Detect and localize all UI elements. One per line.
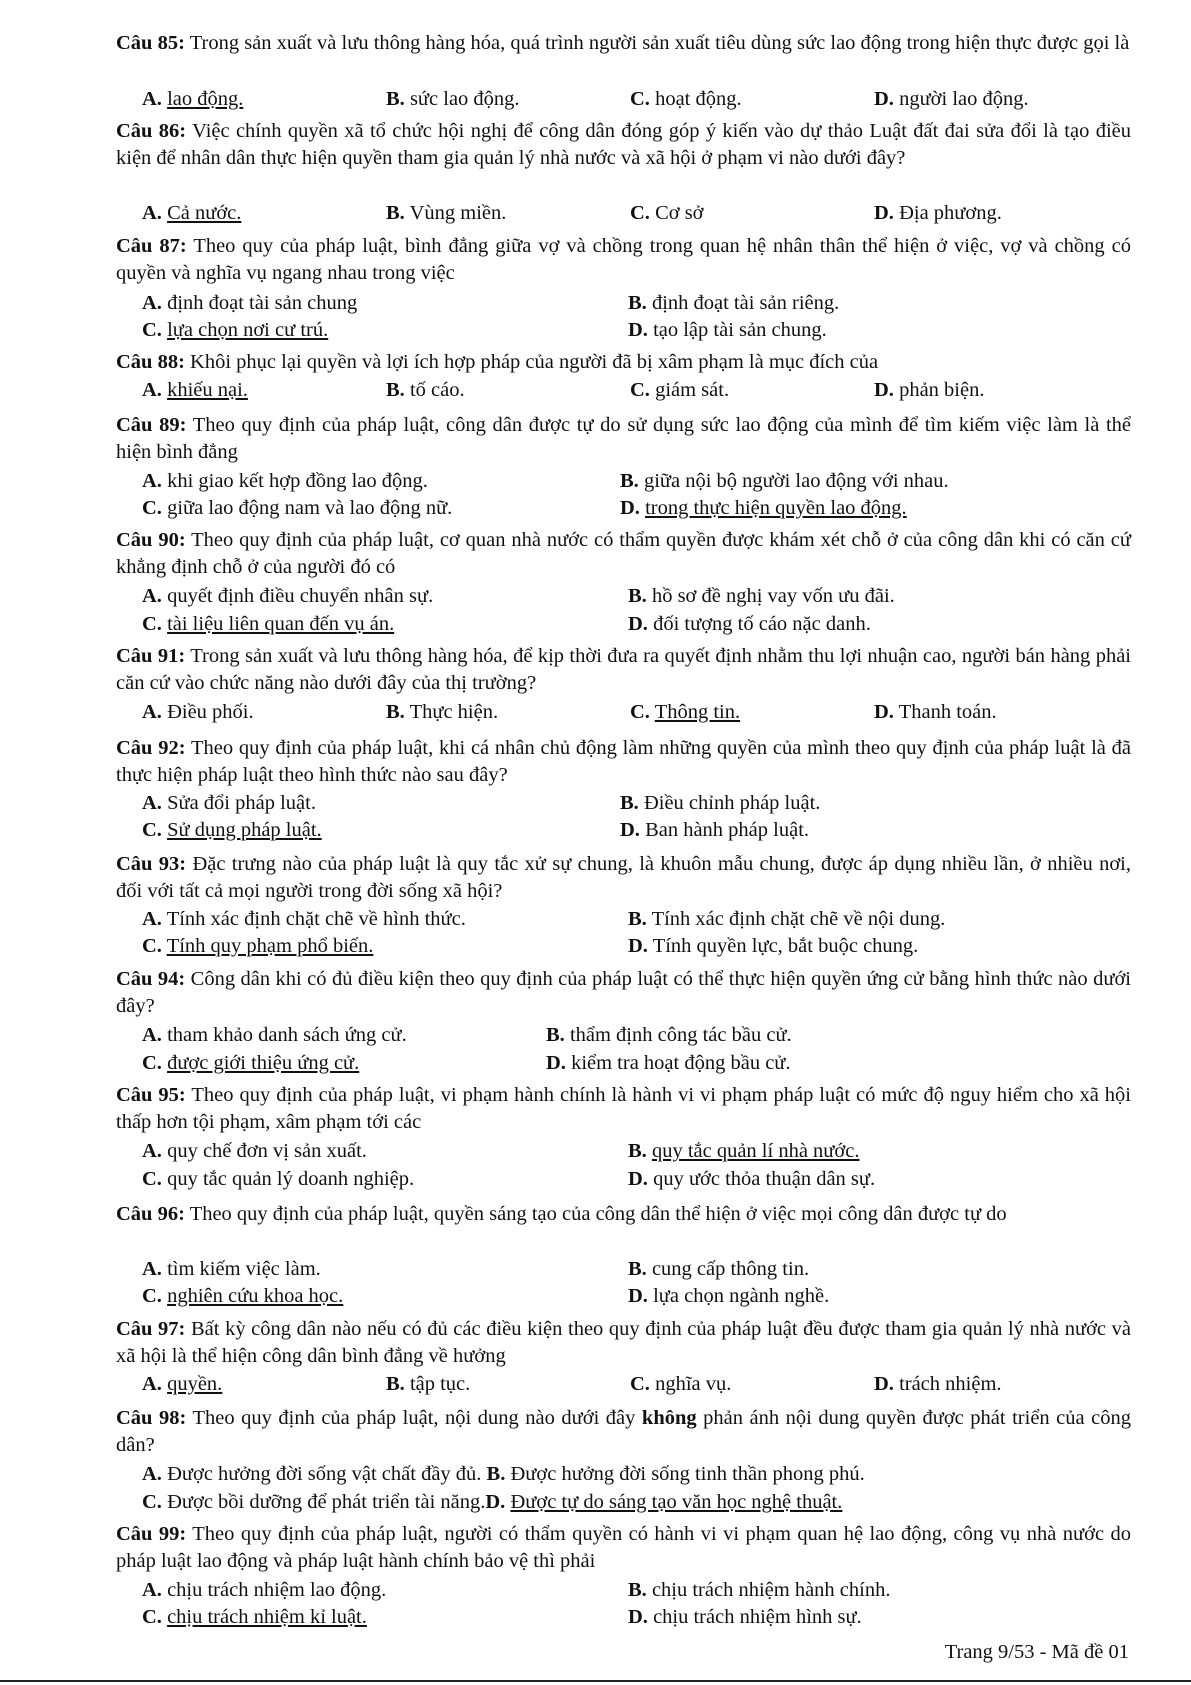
question-number: Câu 86: <box>116 120 187 142</box>
option-87-d: D. tạo lập tài sản chung. <box>628 319 827 341</box>
option-96-b: B. cung cấp thông tin. <box>628 1258 810 1280</box>
question-emphasis: không <box>641 1407 697 1429</box>
question-text: Theo quy định của pháp luật, người có thẩm quyền có hành vi vi phạm quan hệ lao động, công vụ nhà nước do pháp luật lao động và pháp luật hành chính bảo vệ thì phải <box>116 1523 1131 1572</box>
option-92-a: A. Sửa đổi pháp luật. <box>142 792 316 814</box>
question-text: Theo quy định của pháp luật, cơ quan nhà nước có thẩm quyền được khám xét chỗ ở của công dân khi có căn cứ khẳng định chỗ ở của người đó có <box>116 529 1131 578</box>
option-86-d: D. Địa phương. <box>874 202 1002 224</box>
question-99 <box>116 1521 1131 1575</box>
option-93-c: C. Tính quy phạm phổ biến. <box>142 935 374 957</box>
question-number: Câu 92: <box>116 737 186 759</box>
option-91-c: C. Thông tin. <box>630 701 741 723</box>
option-97-d: D. trách nhiệm. <box>874 1373 1002 1395</box>
option-96-d: D. lựa chọn ngành nghề. <box>628 1285 830 1307</box>
option-95-c: C. quy tắc quản lý doanh nghiệp. <box>142 1168 415 1190</box>
question-text: Công dân khi có đủ điều kiện theo quy định của pháp luật có thể thực hiện quyền ứng cử bằng hình thức nào dưới đây? <box>116 968 1131 1017</box>
question-number: Câu 98: <box>116 1407 187 1429</box>
option-99-a: A. chịu trách nhiệm lao động. <box>142 1579 387 1601</box>
question-text: Trong sản xuất và lưu thông hàng hóa, để kịp thời đưa ra quyết định nhằm thu lợi nhuận cao, người bán hàng phải căn cứ vào chức năng nào dưới đây của thị trường? <box>116 645 1131 694</box>
option-93-a: A. Tính xác định chặt chẽ về hình thức. <box>142 908 466 930</box>
option-97-b: B. tập tục. <box>386 1373 471 1395</box>
option-91-b: B. Thực hiện. <box>386 701 499 723</box>
question-number: Câu 90: <box>116 529 186 551</box>
option-92-d: D. Ban hành pháp luật. <box>620 819 810 841</box>
question-number: Câu 93: <box>116 853 187 875</box>
option-95-a: A. quy chế đơn vị sản xuất. <box>142 1140 367 1162</box>
question-number: Câu 87: <box>116 235 187 257</box>
page-footer: Trang 9/53 - Mã đề 01 <box>944 1641 1129 1663</box>
option-89-a: A. khi giao kết hợp đồng lao động. <box>142 470 428 492</box>
question-number: Câu 99: <box>116 1523 187 1545</box>
option-94-c: C. được giới thiệu ứng cử. <box>142 1052 360 1074</box>
question-95 <box>116 1082 1131 1136</box>
option-90-c: C. tài liệu liên quan đến vụ án. <box>142 613 395 635</box>
question-text: Theo quy định của pháp luật, khi cá nhân chủ động làm những quyền của mình theo quy định của pháp luật là đã thực hiện pháp luật theo hình thức nào sau đây? <box>116 737 1131 786</box>
option-99-d: D. chịu trách nhiệm hình sự. <box>628 1606 862 1628</box>
option-97-a: A. quyền. <box>142 1373 223 1395</box>
question-88 <box>116 349 1131 376</box>
question-text-end: phản ánh nội dung quyền được phát triển của công dân? <box>116 1407 1131 1456</box>
option-85-a: A. lao động. <box>142 88 244 110</box>
question-94 <box>116 966 1131 1020</box>
question-number: Câu 85: <box>116 32 185 54</box>
question-98 <box>116 1405 1131 1459</box>
question-number: Câu 96: <box>116 1203 185 1225</box>
option-88-c: C. giám sát. <box>630 379 730 401</box>
option-97-c: C. nghĩa vụ. <box>630 1373 732 1395</box>
question-number: Câu 91: <box>116 645 186 667</box>
option-85-b: B. sức lao động. <box>386 88 520 110</box>
option-89-b: B. giữa nội bộ người lao động với nhau. <box>620 470 949 492</box>
option-92-c: C. Sử dụng pháp luật. <box>142 819 322 841</box>
option-98-ab-line: A. Được hưởng đời sống vật chất đầy đủ. B. Được hưởng đời sống tinh thần phong phú. <box>142 1463 865 1485</box>
option-93-b: B. Tính xác định chặt chẽ về nội dung. <box>628 908 946 930</box>
option-86-b: B. Vùng miền. <box>386 202 507 224</box>
option-91-d: D. Thanh toán. <box>874 701 997 723</box>
question-87 <box>116 233 1131 287</box>
question-number: Câu 95: <box>116 1084 186 1106</box>
question-86 <box>116 118 1131 172</box>
option-94-b: B. thẩm định công tác bầu cử. <box>546 1024 792 1046</box>
question-number: Câu 89: <box>116 414 187 436</box>
option-94-d: D. kiểm tra hoạt động bầu cử. <box>546 1052 791 1074</box>
option-87-b: B. định đoạt tài sản riêng. <box>628 292 840 314</box>
option-88-a: A. khiếu nại. <box>142 379 248 401</box>
option-99-c: C. chịu trách nhiệm kỉ luật. <box>142 1606 367 1628</box>
option-85-c: C. hoạt động. <box>630 88 742 110</box>
option-85-d: D. người lao động. <box>874 88 1029 110</box>
option-90-d: D. đối tượng tố cáo nặc danh. <box>628 613 871 635</box>
question-text: Theo quy định của pháp luật, công dân được tự do sử dụng sức lao động của mình để tìm kiếm việc làm là thể hiện bình đẳng <box>116 414 1131 463</box>
option-91-a: A. Điều phối. <box>142 701 254 723</box>
question-89 <box>116 412 1131 466</box>
option-88-d: D. phản biện. <box>874 379 985 401</box>
option-88-b: B. tố cáo. <box>386 379 465 401</box>
option-93-d: D. Tính quyền lực, bắt buộc chung. <box>628 935 919 957</box>
question-text: Theo quy định của pháp luật, quyền sáng tạo của công dân thể hiện ở việc mọi công dân được tự do <box>189 1203 1007 1225</box>
option-95-b: B. quy tắc quản lí nhà nước. <box>628 1140 860 1162</box>
question-97 <box>116 1316 1131 1370</box>
question-text: Trong sản xuất và lưu thông hàng hóa, quá trình người sản xuất tiêu dùng sức lao động trong hiện thực được gọi là <box>189 32 1130 54</box>
question-text: Việc chính quyền xã tổ chức hội nghị để công dân đóng góp ý kiến vào dự thảo Luật đất đai sửa đổi là tạo điều kiện để nhân dân thực hiện quyền tham gia quản lý nhà nước và xã hội ở phạm vi nào dưới đây? <box>116 120 1131 169</box>
question-text: Đặc trưng nào của pháp luật là quy tắc xử sự chung, là khuôn mẫu chung, được áp dụng nhiều lần, ở nhiều nơi, đối với tất cả mọi người trong đời sống xã hội? <box>116 853 1131 902</box>
question-text: Theo quy của pháp luật, bình đẳng giữa vợ và chồng trong quan hệ nhân thân thể hiện ở việc, vợ và chồng có quyền và nghĩa vụ ngang nhau trong việc <box>116 235 1131 284</box>
option-87-c: C. lựa chọn nơi cư trú. <box>142 319 329 341</box>
question-text: Bất kỳ công dân nào nếu có đủ các điều kiện theo quy định của pháp luật đều được tham gia quản lý nhà nước và xã hội là thể hiện công dân bình đẳng về hưởng <box>116 1318 1131 1367</box>
option-95-d: D. quy ước thỏa thuận dân sự. <box>628 1168 876 1190</box>
question-90 <box>116 527 1131 581</box>
question-92 <box>116 735 1131 789</box>
question-text: Theo quy định của pháp luật, vi phạm hành chính là hành vi vi phạm pháp luật có mức độ nguy hiểm cho xã hội thấp hơn tội phạm, xâm phạm tới các <box>116 1084 1131 1133</box>
question-text: Theo quy định của pháp luật, nội dung nào dưới đây <box>192 1407 642 1429</box>
option-87-a: A. định đoạt tài sản chung <box>142 292 358 314</box>
question-93 <box>116 851 1131 905</box>
option-96-c: C. nghiên cứu khoa học. <box>142 1285 344 1307</box>
question-96 <box>116 1201 1131 1228</box>
option-86-a: A. Cả nước. <box>142 202 242 224</box>
option-98-cd-line: C. Được bồi dưỡng để phát triển tài năng.D. Được tự do sáng tạo văn học nghệ thuật. <box>142 1491 843 1513</box>
question-number: Câu 97: <box>116 1318 186 1340</box>
question-85 <box>116 30 1131 57</box>
question-number: Câu 94: <box>116 968 186 990</box>
option-99-b: B. chịu trách nhiệm hành chính. <box>628 1579 891 1601</box>
footer-rule <box>0 1680 1191 1682</box>
option-90-b: B. hồ sơ đề nghị vay vốn ưu đãi. <box>628 585 895 607</box>
option-92-b: B. Điều chỉnh pháp luật. <box>620 792 821 814</box>
option-89-d: D. trong thực hiện quyền lao động. <box>620 497 907 519</box>
option-90-a: A. quyết định điều chuyển nhân sự. <box>142 585 434 607</box>
question-text: Khôi phục lại quyền và lợi ích hợp pháp của người đã bị xâm phạm là mục đích của <box>190 351 879 373</box>
option-96-a: A. tìm kiếm việc làm. <box>142 1258 321 1280</box>
question-number: Câu 88: <box>116 351 185 373</box>
question-91 <box>116 643 1131 697</box>
option-94-a: A. tham khảo danh sách ứng cử. <box>142 1024 407 1046</box>
option-86-c: C. Cơ sở <box>630 202 704 224</box>
option-89-c: C. giữa lao động nam và lao động nữ. <box>142 497 453 519</box>
